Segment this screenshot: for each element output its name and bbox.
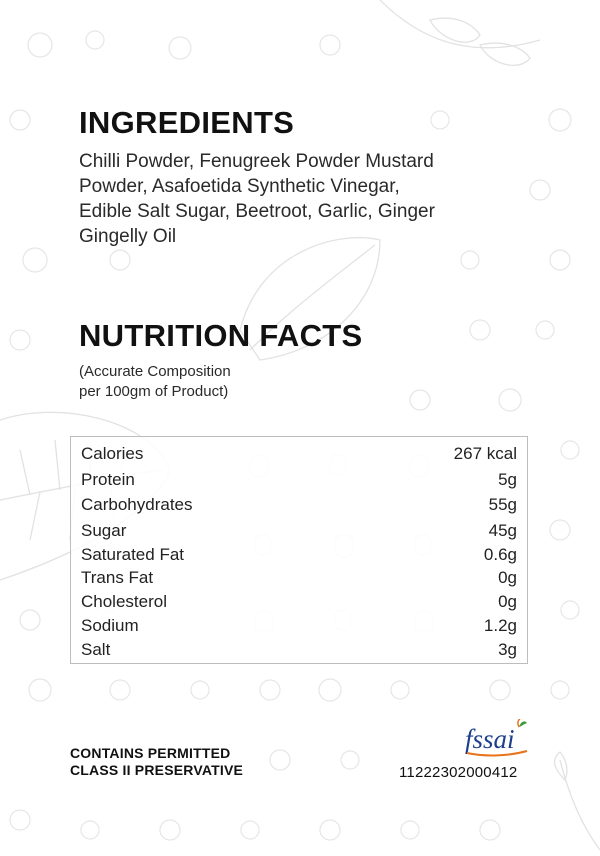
nutrient-label: Salt [81, 640, 111, 659]
table-row [81, 591, 517, 613]
nutrient-value: 45g [488, 521, 517, 540]
nutrient-label: Sodium [81, 616, 139, 635]
table-row [81, 615, 517, 637]
table-row [81, 443, 517, 465]
nutrient-value: 3g [498, 640, 517, 659]
nutrition-facts-heading: NUTRITION FACTS [79, 318, 363, 353]
fssai-logo-text: fssai [465, 724, 515, 754]
ingredients-list: Chilli Powder, Fenugreek Powder Mustard Powder, Asafoetida Synthetic Vinegar, Edible Salt Sugar, Beetroot, Garlic, Ginger Gingelly Oil [79, 151, 435, 247]
nutrient-value: 0g [498, 592, 517, 611]
table-row [81, 520, 517, 542]
nutrient-value: 0.6g [483, 545, 517, 564]
nutrient-label: Protein [81, 470, 135, 489]
table-row [81, 544, 517, 566]
nutrient-label: Calories [81, 444, 144, 463]
table-row [81, 639, 517, 661]
nutrient-label: Carbohydrates [81, 495, 193, 514]
nutrient-label: Trans Fat [81, 568, 154, 587]
nutrient-label: Saturated Fat [81, 545, 185, 564]
nutrient-label: Sugar [81, 521, 127, 540]
nutrient-value: 5g [498, 470, 517, 489]
fssai-logo [461, 719, 531, 759]
nutrient-label: Cholesterol [81, 592, 167, 611]
nutrition-subtitle: (Accurate Composition per 100gm of Product) [79, 363, 231, 400]
table-row [81, 469, 517, 491]
table-row [81, 494, 517, 516]
nutrient-value: 1.2g [483, 616, 517, 635]
table-row [81, 567, 517, 589]
preservative-notice: CONTAINS PERMITTED CLASS II PRESERVATIVE [70, 745, 244, 778]
nutrient-value: 55g [488, 495, 517, 514]
nutrition-table [70, 436, 528, 664]
nutrient-value: 0g [498, 568, 517, 587]
fssai-license-number: 11222302000412 [399, 764, 518, 781]
nutrient-value: 267 kcal [453, 444, 517, 463]
ingredients-heading: INGREDIENTS [79, 105, 295, 140]
